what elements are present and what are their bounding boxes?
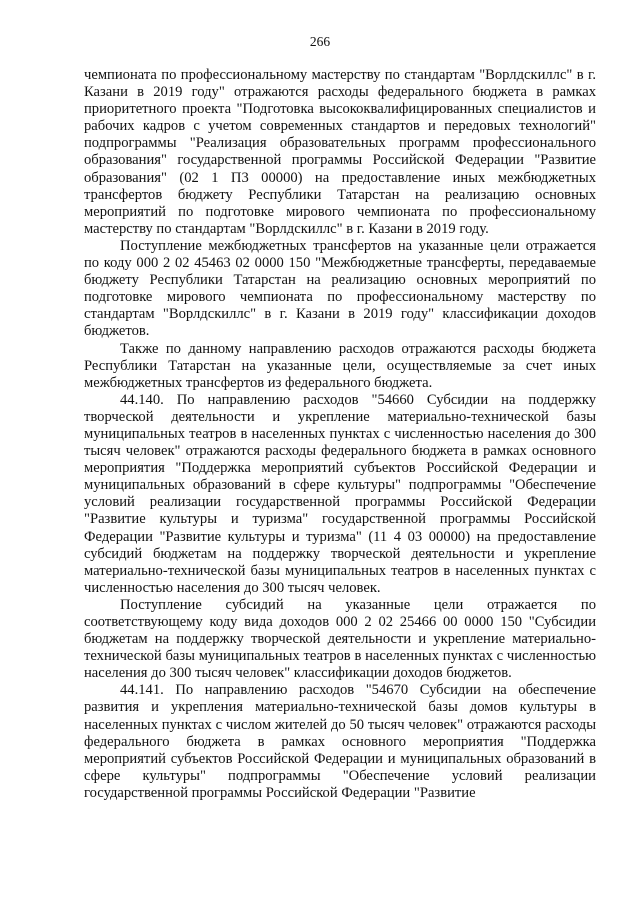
document-body xyxy=(84,67,596,802)
paragraph-44-141: 44.141. По направлению расходов "54670 Субсидии на обеспечение развития и укрепления материально-технической базы домов культуры в населенных пунктах с числом жителей до 50 тысяч человек" отражаются расходы федерального бюджета в рамках основного мероприятия "Поддержка мероприятий субъектов Российской Федерации и муниципальных образований в сфере культуры" подпрограммы "Обеспечение условий реализации государственной программы Российской Федерации "Развитие xyxy=(84,682,596,801)
page-number: 266 xyxy=(309,34,331,49)
paragraph-continuation: чемпионата по профессиональному мастерству по стандартам "Ворлдскиллс" в г. Казани в 2019 году" отражаются расходы федерального бюджета в рамках приоритетного проекта "Подготовка высококвалифицированных специалистов и рабочих кадров с учетом современных стандартов и передовых технологий" подпрограммы "Реализация образовательных программ профессионального образования" государственной программы Российской Федерации "Развитие образования" (02 1 П3 00000) на предоставление иных межбюджетных трансфертов бюджету Республики Татарстан на реализацию основных мероприятий по подготовке мирового чемпионата по профессиональному мастерству по стандартам "Ворлдскиллс" в г. Казани в 2019 году. xyxy=(84,67,596,237)
paragraph-subsidies-receipt: Поступление субсидий на указанные цели отражается по соответствующему коду вида доходов 000 2 02 25466 00 0000 150 "Субсидии бюджетам на поддержку творческой деятельности и укрепление материально-технической базы муниципальных театров в населенных пунктах с численностью населения до 300 тысяч человек" классификации доходов бюджетов. xyxy=(84,596,596,682)
paragraph-transfers-receipt: Поступление межбюджетных трансфертов на указанные цели отражается по коду 000 2 02 45463 02 0000 150 "Межбюджетные трансферты, передаваемые бюджету Республики Татарстан на реализацию основных мероприятий по подготовке мирового чемпионата по профессиональному мастерству по стандартам "Ворлдскиллс" в г. Казани в 2019 году" классификации доходов бюджетов. xyxy=(84,237,596,340)
paragraph-44-140: 44.140. По направлению расходов "54660 Субсидии на поддержку творческой деятельности и укрепление материально-технической базы муниципальных театров в населенных пунктах с численностью населения до 300 тысяч человек" отражаются расходы федерального бюджета в рамках основного мероприятия "Поддержка мероприятий субъектов Российской Федерации и муниципальных образований в сфере культуры" подпрограммы "Обеспечение условий реализации государственной программы Российской Федерации "Развитие культуры и туризма" государственной программы Российской Федерации "Развитие культуры и туризма" (11 4 03 00000) на предоставление субсидий бюджетам на поддержку творческой деятельности и укрепление материально-технической базы муниципальных театров в населенных пунктах с численностью населения до 300 тысяч человек. xyxy=(84,391,596,596)
paragraph-tatarstan-expenses: Также по данному направлению расходов отражаются расходы бюджета Республики Татарстан на указанные цели, осуществляемые за счет иных межбюджетных трансфертов из федерального бюджета. xyxy=(84,340,596,391)
